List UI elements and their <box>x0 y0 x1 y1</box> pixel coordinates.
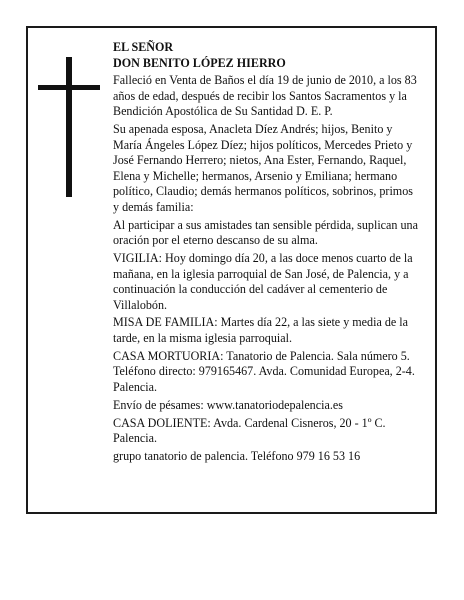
family-list: Su apenada esposa, Anacleta Díez Andrés; hijos, Benito y María Ángeles López Díez; hijos políticos, Mercedes Prieto y José Fernando Herrero; nietos, Ana Ester, Fernando, Raquel, Elena y Michelle; hermanos, Arsenio y Emiliana; hermano político, Claudio; demás hermanos políticos, sobrinos, primos y demás familia: <box>113 122 413 214</box>
cross-horizontal-bar <box>38 85 100 90</box>
obituary-text <box>113 40 418 467</box>
family-home-address: CASA DOLIENTE: Avda. Cardenal Cisneros, 20 - 1º C. Palencia. <box>113 415 386 446</box>
family-mass-info: MISA DE FAMILIA: Martes día 22, a las siete y media de la tarde, en la misma iglesia parroquial. <box>113 315 409 345</box>
prayer-request: Al participar a sus amistades tan sensible pérdida, suplican una oración por el eterno descanso de su alma. <box>113 217 418 248</box>
obituary-heading <box>113 40 418 71</box>
funeral-group-phone: grupo tanatorio de palencia. Teléfono 979 16 53 16 <box>113 449 361 464</box>
deceased-name: DON BENITO LÓPEZ HIERRO <box>113 55 286 70</box>
funeral-home-info: CASA MORTUORIA: Tanatorio de Palencia. Sala número 5. Teléfono directo: 979165467. Avda. Comunidad Europea, 2-4. Palencia. <box>113 348 415 394</box>
cross-vertical-bar <box>66 57 72 197</box>
heading-title: EL SEÑOR <box>113 40 174 54</box>
death-announcement: Falleció en Venta de Baños el día 19 de junio de 2010, a los 83 años de edad, después de recibir los Santos Sacramentos y la Bendición Apostólica de Su Santidad D. E. P. <box>113 73 417 119</box>
condolences-website: Envío de pésames: www.tanatoriodepalencia.es <box>113 397 343 412</box>
vigil-info: VIGILIA: Hoy domingo día 20, a las doce menos cuarto de la mañana, en la iglesia parroquial de San José, de Palencia, y a continuación la conducción del cadáver al cementerio de Villalobón. <box>113 251 413 312</box>
